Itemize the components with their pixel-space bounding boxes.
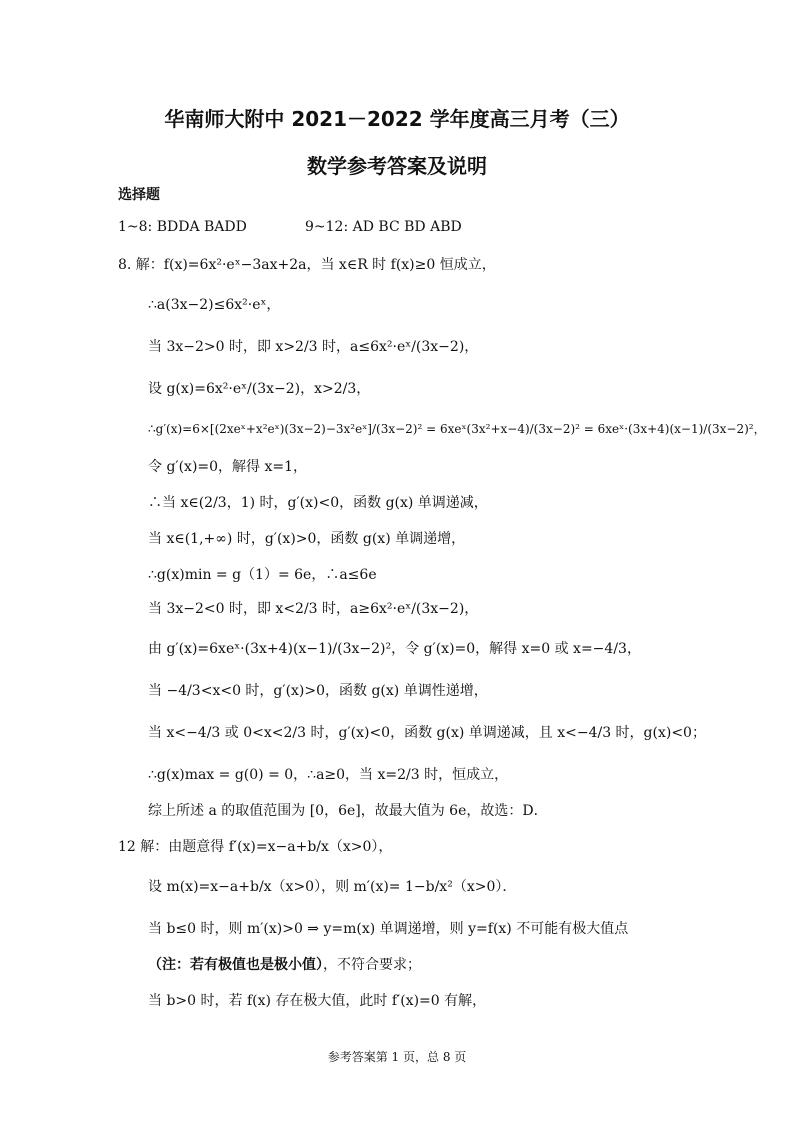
solution-line: ∴g′(x)=6×[(2xeˣ+x²eˣ)(3x−2)−3x²eˣ]/(3x−2)² = 6xeˣ(3x²+x−4)/(3x−2)² = 6xeˣ·(3x+4)(x−1)/(3x−2)²， xyxy=(148,422,766,436)
solution-line: 当 3x−2>0 时，即 x>2/3 时，a≤6x²·eˣ/(3x−2)， xyxy=(148,339,479,355)
solution-line: 当 x∈(1,+∞) 时，g′(x)>0，函数 g(x) 单调递增， xyxy=(148,531,466,547)
solution-line: ∴g(x)min = g（1）= 6e，∴a≤6e xyxy=(148,567,377,583)
solution-line: 由 g′(x)=6xeˣ·(3x+4)(x−1)/(3x−2)²，令 g′(x)=0，解得 x=0 或 x=−4/3， xyxy=(148,641,641,657)
solution-line: 设 m(x)=x−a+b/x（x>0），则 m′(x)= 1−b/x²（x>0）． xyxy=(148,879,517,895)
solution-line: 当 b>0 时，若 f(x) 存在极大值，此时 f′(x)=0 有解， xyxy=(148,993,487,1009)
page-footer: 参考答案第 1 页，总 8 页 xyxy=(327,1050,467,1064)
section-label: 选择题 xyxy=(118,187,160,203)
answers-9-12: 9~12: AD BC BD ABD xyxy=(305,219,462,235)
solution-line: ∴a(3x−2)≤6x²·eˣ， xyxy=(148,297,281,313)
solution-line: 设 g(x)=6x²·eˣ/(3x−2)，x>2/3， xyxy=(148,381,371,397)
solution-line: 当 3x−2<0 时，即 x<2/3 时，a≥6x²·eˣ/(3x−2)， xyxy=(148,601,479,617)
note-text: （注：若有极值也是极小值） xyxy=(148,957,323,973)
page-title: 华南师大附中 2021－2022 学年度高三月考（三） xyxy=(164,107,630,131)
solution-line: ∴当 x∈(2/3，1) 时，g′(x)<0，函数 g(x) 单调递减， xyxy=(148,495,488,511)
solution-line xyxy=(148,956,421,974)
page-subtitle: 数学参考答案及说明 xyxy=(307,154,487,178)
answers-1-8: 1~8: BDDA BADD xyxy=(118,219,247,235)
solution-line: 12 解：由题意得 f′(x)=x−a+b/x（x>0）， xyxy=(118,839,393,855)
note-tail: ，不符合要求； xyxy=(323,957,421,973)
solution-line: 当 −4/3<x<0 时，g′(x)>0，函数 g(x) 单调性递增， xyxy=(148,683,488,699)
solution-line: 当 b≤0 时，则 m′(x)>0 ⇒ y=m(x) 单调递增，则 y=f(x) 不可能有极大值点 xyxy=(148,921,629,937)
solution-line: 当 x<−4/3 或 0<x<2/3 时，g′(x)<0，函数 g(x) 单调递减，且 x<−4/3 时，g(x)<0； xyxy=(148,725,706,741)
solution-line: 综上所述 a 的取值范围为 [0，6e]，故最大值为 6e，故选：D． xyxy=(148,803,548,819)
solution-line: ∴g(x)max = g(0) = 0，∴a≥0，当 x=2/3 时，恒成立， xyxy=(148,767,509,783)
solution-line: 8. 解：f(x)=6x²·eˣ−3ax+2a，当 x∈R 时 f(x)≥0 恒成立， xyxy=(118,257,496,273)
solution-line: 令 g′(x)=0，解得 x=1， xyxy=(148,459,308,475)
